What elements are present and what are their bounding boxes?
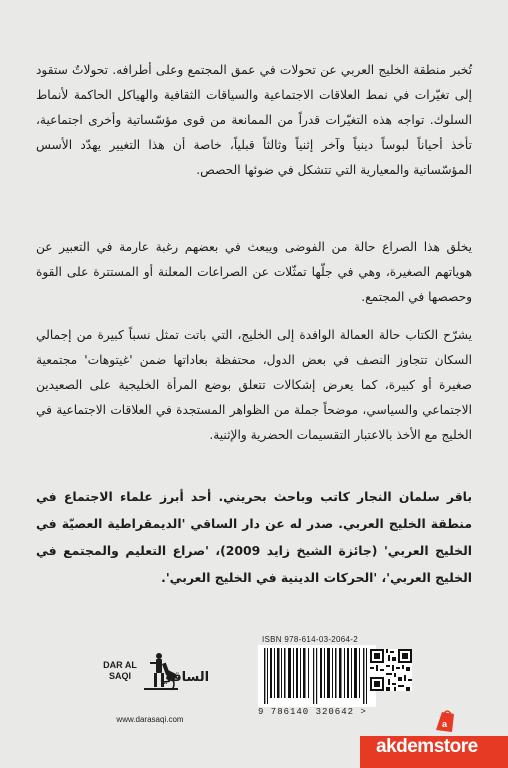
- svg-text:a: a: [442, 719, 448, 729]
- barcode-icon: [258, 645, 376, 707]
- barcode-number: 9 786140 320642 >: [258, 707, 367, 717]
- publisher-website: www.darasaqi.com: [116, 715, 184, 724]
- author-bio: باقر سلمان النجار كاتب وباحث بحريني. أحد أبرز علماء الاجتماع في منطقة الخليج العربي. صدر له عن دار الساقي 'الديمقراطية العصيّة في الخليج العربي' (جائزة الشيخ زايد 2009)، 'صراع التعليم والمجتمع في الخليج العربي'، 'الحركات الدينية في الخليج العربي'.: [36, 489, 472, 585]
- description-paragraph-3: يشرّح الكتاب حالة العمالة الوافدة إلى الخليج، التي باتت تمثل نسباً كبيرة من إجمالي السكان تتجاوز النصف في بعض الدول، محتفظة بعاداتها ضمن 'غيتوهات' مجتمعية صغيرة أو كبيرة، كما يعرض إشكالات تتعلق بوضع المرأة الخليجية على الصعيدين الاجتماعي والسياسي، موضحاً جملة من الظواهر المستجدة في العلاقات الاجتماعية في الخليج مع الأخذ بالاعتبار التقسيمات الحضرية والإثنية.: [36, 328, 472, 442]
- publisher-name-ar: الساقي: [160, 670, 210, 685]
- isbn-label: ISBN 978-614-03-2064-2: [262, 635, 358, 644]
- description-paragraph-2: يخلق هذا الصراع حالة من الفوضى ويبعث في بعضهم رغبة عارمة في التعبير عن هوياتهم الصغيرة، وهي في جلّها تمثّلات عن الصراعات المعلنة أو المستترة على القوة وحصصها في المجتمع.: [36, 240, 472, 304]
- store-watermark-text: akdemstore: [376, 736, 478, 757]
- description-paragraph-1: تُخبر منطقة الخليج العربي عن تحولات في عمق المجتمع وعلى أطرافه. تحولاتٌ ستقود إلى تغيّرات في نمط العلاقات الاجتماعية والسياقات الثقافية والهياكل الحاكمة لأنماط السلوك. تواجه هذه التغيّرات قدراً من الممانعة من قوى مؤسّساتية وأخرى اجتماعية، تأخذ أحياناً لبوساً دينياً وآخر إثنياً وثالثاً قبلياً، خاصة أن هذا التغيير يهدّد الأسس المؤسّساتية والمعيارية التي تتشكل في ضوئها الحصص.: [36, 63, 472, 177]
- qr-code-icon: [370, 649, 412, 691]
- store-bag-icon: [420, 708, 460, 738]
- publisher-name-en: DAR AL SAQI: [103, 660, 137, 681]
